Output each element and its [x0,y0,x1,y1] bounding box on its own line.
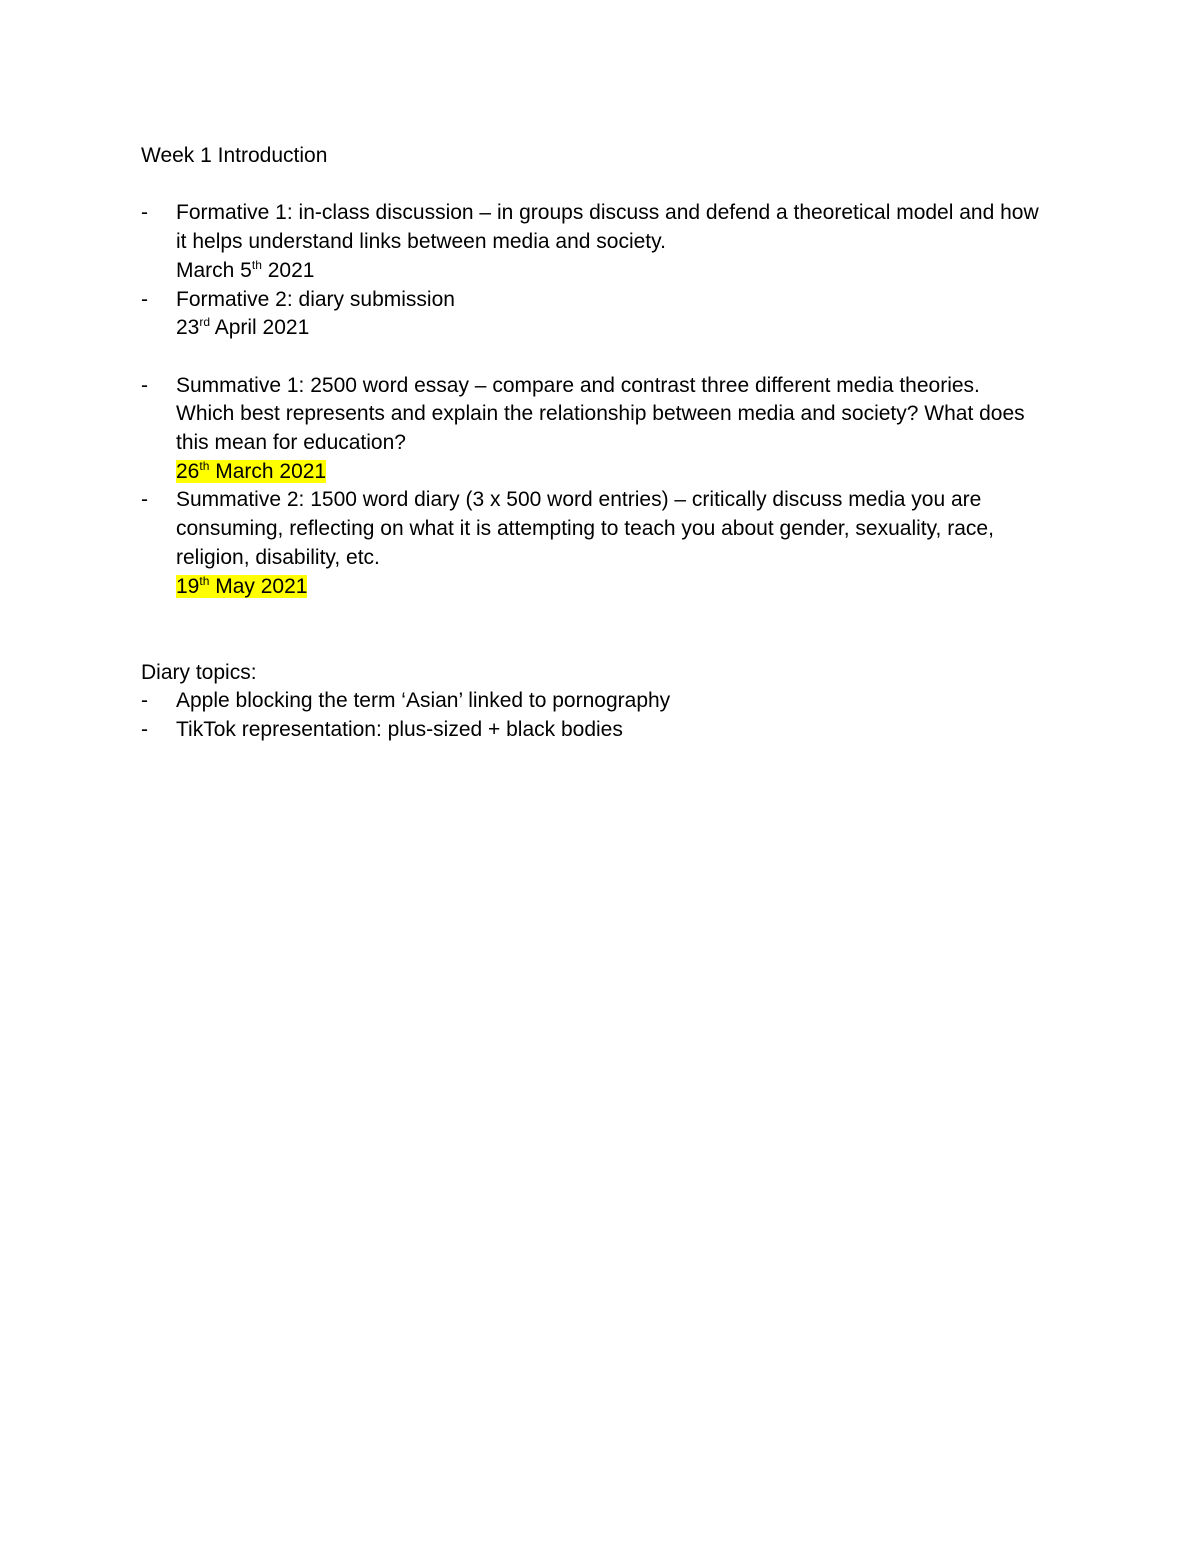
assessment-formative-1 [141,199,1071,285]
assessment-summative-1 [141,372,1071,487]
date-rest: 2021 [261,258,315,282]
bullet-dash: - [141,287,148,311]
assessment-text-line: Summative 2: 1500 word diary (3 x 500 word entries) – critically discuss media you are [176,488,982,512]
assessment-text-line: it helps understand links between media and society. [176,230,666,254]
date-rest: April 2021 [210,316,310,340]
bullet-dash: - [141,718,148,742]
date-ordinal-suffix: rd [199,315,211,330]
assessment-text-line: Formative 2: diary submission [176,287,455,311]
assessment-summative-2 [141,486,1071,601]
diary-topics-heading: Diary topics: [141,660,257,684]
bullet-dash: - [141,201,148,225]
date-day: March 5 [176,258,252,282]
date-ordinal-suffix: th [199,458,210,473]
diary-topic-item [141,716,1071,745]
date-ordinal-suffix: th [251,257,262,272]
assessment-date [176,257,1071,286]
highlighted-due-date [176,460,326,483]
assessment-formative-2 [141,286,1071,343]
assessment-text-line: Summative 1: 2500 word essay – compare and contrast three different media theories. [176,373,980,397]
assessment-date [176,458,1071,487]
assessment-text-line: religion, disability, etc. [176,545,380,569]
assessment-date [176,573,1071,602]
assessment-text-line: consuming, reflecting on what it is attempting to teach you about gender, sexuality, race, [176,517,994,541]
page-heading: Week 1 Introduction [141,144,328,167]
highlighted-due-date [176,575,307,598]
assessment-text-line: this mean for education? [176,431,406,454]
date-day: 26 [176,459,200,483]
bullet-dash: - [141,488,148,512]
diary-topic-text: TikTok representation: plus-sized + black bodies [176,718,623,742]
date-day: 23 [176,316,200,340]
date-day: 19 [176,574,200,598]
diary-topic-text: Apple blocking the term ‘Asian’ linked to pornography [176,689,671,713]
assessment-text-line: Which best represents and explain the relationship between media and society? What does [176,402,1025,426]
assessment-date [176,314,1071,343]
spacer [141,601,1071,658]
document-body [141,142,1071,745]
bullet-dash: - [141,689,148,713]
spacer [141,171,1071,200]
spacer [141,343,1071,372]
date-ordinal-suffix: th [199,573,210,588]
bullet-dash: - [141,373,148,397]
date-rest: March 2021 [209,459,327,483]
diary-topic-item [141,687,1071,716]
assessment-text-line: Formative 1: in-class discussion – in groups discuss and defend a theoretical model and how [176,201,1039,225]
date-rest: May 2021 [209,574,308,598]
